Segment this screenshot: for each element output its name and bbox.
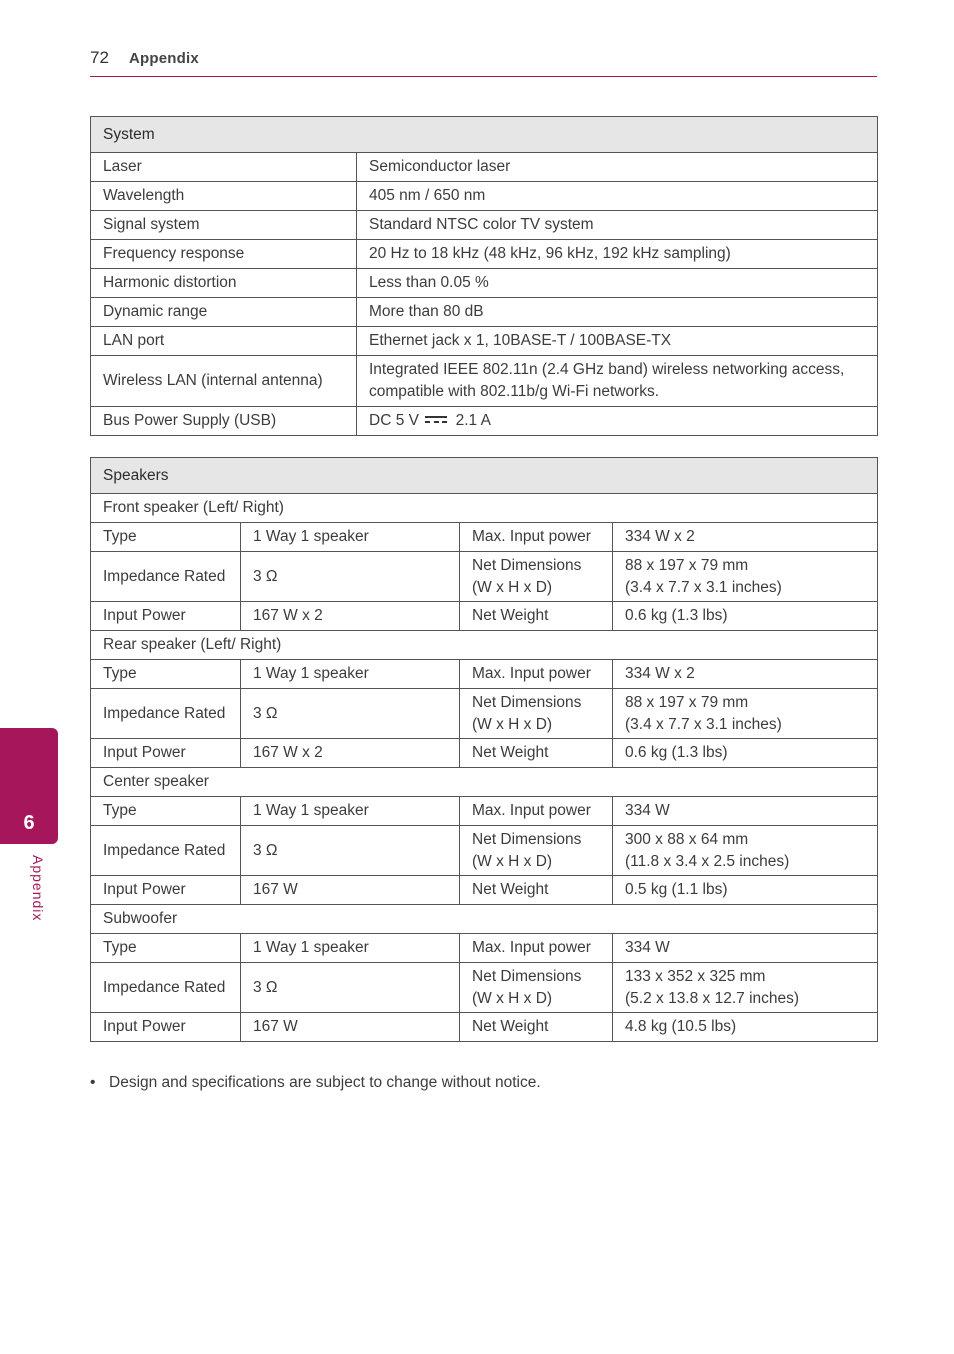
spec-value-suffix: 2.1 A (455, 412, 491, 429)
table-row (91, 739, 878, 768)
spec-value-line: Integrated IEEE 802.11n (2.4 GHz band) wireless networking access, (369, 361, 845, 378)
spec-label: Dynamic range (91, 298, 357, 327)
spec-label: Type (91, 660, 241, 689)
dc-current-icon (425, 415, 447, 424)
spec-label: Impedance Rated (91, 689, 241, 739)
spec-value: 0.5 kg (1.1 lbs) (613, 876, 878, 905)
spec-label: LAN port (91, 327, 357, 356)
table-row (91, 240, 878, 269)
table-row (91, 182, 878, 211)
spec-label-line: Net Dimensions (472, 830, 582, 848)
spec-value-line: compatible with 802.11b/g Wi-Fi networks. (369, 383, 660, 400)
spec-label-line: Net Dimensions (472, 556, 582, 574)
spec-label (460, 689, 613, 739)
system-specs-table (90, 116, 878, 436)
footnote-text: Design and specifications are subject to change without notice. (109, 1074, 541, 1091)
spec-value: 334 W (613, 797, 878, 826)
spec-value-prefix: DC 5 V (369, 412, 419, 429)
table-row (91, 269, 878, 298)
spec-label: Type (91, 523, 241, 552)
spec-value: 334 W x 2 (613, 660, 878, 689)
chapter-number: 6 (23, 812, 35, 834)
spec-label: Impedance Rated (91, 826, 241, 876)
table-row (91, 602, 878, 631)
spec-value: 1 Way 1 speaker (241, 660, 460, 689)
table-row (91, 211, 878, 240)
spec-label: Input Power (91, 876, 241, 905)
spec-value: Ethernet jack x 1, 10BASE-T / 100BASE-TX (357, 327, 878, 356)
spec-value: 1 Way 1 speaker (241, 523, 460, 552)
spec-label: Type (91, 797, 241, 826)
table-row (91, 153, 878, 182)
spec-value-line: (11.8 x 3.4 x 2.5 inches) (625, 852, 790, 870)
spec-label: Impedance Rated (91, 552, 241, 602)
spec-value-line: 133 x 352 x 325 mm (625, 967, 766, 985)
table-row (91, 797, 878, 826)
spec-label: Signal system (91, 211, 357, 240)
table-header-row (91, 117, 878, 153)
spec-label: Wireless LAN (internal antenna) (91, 356, 357, 407)
speaker-group-row (91, 905, 878, 934)
spec-label: Type (91, 934, 241, 963)
footnote (90, 1074, 541, 1092)
spec-label-line: Net Dimensions (472, 693, 582, 711)
table-row (91, 934, 878, 963)
spec-label-line: (W x H x D) (472, 715, 553, 733)
speaker-group-name: Front speaker (Left/ Right) (91, 494, 878, 523)
table-row (91, 876, 878, 905)
speaker-group-row (91, 768, 878, 797)
speaker-group-name: Subwoofer (91, 905, 878, 934)
spec-label: Net Weight (460, 739, 613, 768)
bullet-icon: • (90, 1074, 96, 1091)
speaker-group-row (91, 631, 878, 660)
table-row (91, 356, 878, 407)
spec-value: 0.6 kg (1.3 lbs) (613, 602, 878, 631)
table-row (91, 327, 878, 356)
chapter-label: Appendix (30, 855, 46, 922)
spec-value (357, 407, 878, 436)
spec-value: 0.6 kg (1.3 lbs) (613, 739, 878, 768)
spec-label-line: (W x H x D) (472, 578, 553, 596)
table-row (91, 826, 878, 876)
spec-value: Semiconductor laser (357, 153, 878, 182)
page-header (90, 48, 877, 77)
spec-label: Input Power (91, 739, 241, 768)
table-row (91, 660, 878, 689)
spec-value-line: (3.4 x 7.7 x 3.1 inches) (625, 578, 782, 596)
spec-value: 1 Way 1 speaker (241, 797, 460, 826)
speaker-group-row (91, 494, 878, 523)
spec-value (613, 552, 878, 602)
spec-label: Max. Input power (460, 523, 613, 552)
spec-label: Frequency response (91, 240, 357, 269)
table-row (91, 407, 878, 436)
spec-label: Input Power (91, 1013, 241, 1042)
spec-value: 167 W x 2 (241, 602, 460, 631)
section-title: Appendix (129, 50, 199, 67)
spec-label: Net Weight (460, 1013, 613, 1042)
table-row (91, 689, 878, 739)
spec-label: Max. Input power (460, 797, 613, 826)
spec-value (613, 689, 878, 739)
spec-value: 3 Ω (241, 689, 460, 739)
spec-value: 167 W x 2 (241, 739, 460, 768)
spec-label: Laser (91, 153, 357, 182)
spec-label: Max. Input power (460, 934, 613, 963)
spec-value: 167 W (241, 1013, 460, 1042)
spec-label: Bus Power Supply (USB) (91, 407, 357, 436)
spec-value: 334 W x 2 (613, 523, 878, 552)
table-row (91, 523, 878, 552)
table-row (91, 963, 878, 1013)
spec-value (357, 356, 878, 407)
spec-value-line: 88 x 197 x 79 mm (625, 693, 749, 711)
spec-value (613, 963, 878, 1013)
spec-value-line: 88 x 197 x 79 mm (625, 556, 749, 574)
spec-value: 20 Hz to 18 kHz (48 kHz, 96 kHz, 192 kHz sampling) (357, 240, 878, 269)
spec-label: Input Power (91, 602, 241, 631)
spec-label (460, 963, 613, 1013)
spec-label (460, 552, 613, 602)
spec-value: 167 W (241, 876, 460, 905)
spec-value: 3 Ω (241, 826, 460, 876)
spec-value: 405 nm / 650 nm (357, 182, 878, 211)
spec-value-line: (5.2 x 13.8 x 12.7 inches) (625, 989, 800, 1007)
spec-value-line: (3.4 x 7.7 x 3.1 inches) (625, 715, 782, 733)
table-row (91, 1013, 878, 1042)
table-row (91, 552, 878, 602)
spec-value: 334 W (613, 934, 878, 963)
spec-value: 1 Way 1 speaker (241, 934, 460, 963)
spec-label: Max. Input power (460, 660, 613, 689)
speaker-group-name: Rear speaker (Left/ Right) (91, 631, 878, 660)
spec-value: Less than 0.05 % (357, 269, 878, 298)
speakers-specs-table (90, 457, 878, 1042)
spec-label-line: (W x H x D) (472, 989, 553, 1007)
spec-label-line: (W x H x D) (472, 852, 553, 870)
spec-value: More than 80 dB (357, 298, 878, 327)
spec-label: Net Weight (460, 876, 613, 905)
spec-label: Impedance Rated (91, 963, 241, 1013)
table-header-row (91, 458, 878, 494)
spec-value: 4.8 kg (10.5 lbs) (613, 1013, 878, 1042)
table-title: System (91, 117, 878, 153)
page-number: 72 (90, 48, 109, 67)
spec-value: 3 Ω (241, 963, 460, 1013)
spec-value-line: 300 x 88 x 64 mm (625, 830, 749, 848)
spec-value: 3 Ω (241, 552, 460, 602)
speaker-group-name: Center speaker (91, 768, 878, 797)
spec-label: Wavelength (91, 182, 357, 211)
spec-value (613, 826, 878, 876)
table-title: Speakers (91, 458, 878, 494)
table-row (91, 298, 878, 327)
spec-label (460, 826, 613, 876)
chapter-tab (0, 728, 58, 844)
spec-label: Harmonic distortion (91, 269, 357, 298)
spec-label-line: Net Dimensions (472, 967, 582, 985)
spec-value: Standard NTSC color TV system (357, 211, 878, 240)
spec-label: Net Weight (460, 602, 613, 631)
